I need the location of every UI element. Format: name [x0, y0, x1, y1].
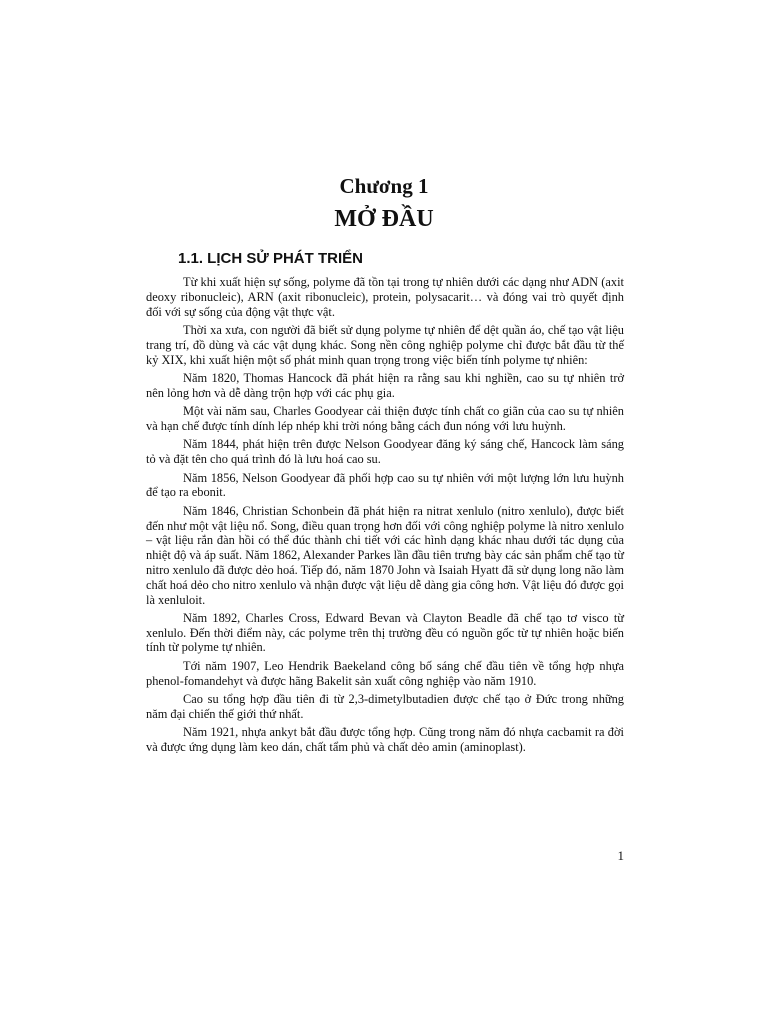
paragraph: Năm 1921, nhựa ankyt bắt đầu được tổng hợp. Cũng trong năm đó nhựa cacbamit ra đời và được ứng dụng làm keo dán, chất tẩm phủ và chất dẻo amin (aminoplast).	[146, 725, 624, 755]
paragraph: Năm 1846, Christian Schonbein đã phát hiện ra nitrat xenlulo (nitro xenlulo), được biết đến như một vật liệu nổ. Song, điều quan trọng hơn đối với công nghiệp polyme là nitro xenlulo – vật liệu rắn đàn hồi có thể đúc thành chi tiết với các hình dạng khác nhau dưới tác dụng của nhiệt độ và áp suất. Năm 1862, Alexander Parkes lần đầu tiên trưng bày các sản phẩm chế tạo từ nitro xenlulo đã được dẻo hoá. Tiếp đó, năm 1870 John và Isaiah Hyatt đã sử dụng long não làm chất hoá dẻo cho nitro xenlulo và nhận được vật liệu dễ dàng gia công hơn. Vật liệu đó được gọi là xenluloit.	[146, 503, 624, 607]
paragraph: Một vài năm sau, Charles Goodyear cải thiện được tính chất co giãn của cao su tự nhiên và hạn chế được tính dính lép nhép khi trời nóng bằng cách đun nóng với lưu huỳnh.	[146, 404, 624, 433]
paragraph: Năm 1892, Charles Cross, Edward Bevan và Clayton Beadle đã chế tạo tơ visco từ xenlulo. Đến thời điểm này, các polyme trên thị trường đều có nguồn gốc từ tự nhiên hoặc biến tính từ polyme tự nhiên.	[146, 610, 624, 655]
paragraph: Tới năm 1907, Leo Hendrik Baekeland công bố sáng chế đầu tiên về tổng hợp nhựa phenol-fomandehyt và được hãng Bakelit sản xuất công nghiệp vào năm 1910.	[146, 658, 624, 688]
paragraph: Năm 1844, phát hiện trên được Nelson Goodyear đăng ký sáng chế, Hancock làm sáng tỏ và đặt tên cho quá trình đó là lưu hoá cao su.	[146, 437, 624, 467]
paragraph: Cao su tổng hợp đầu tiên đi từ 2,3-dimetylbutadien được chế tạo ở Đức trong những năm đại chiến thế giới thứ nhất.	[146, 692, 624, 721]
body-text	[146, 275, 624, 758]
page-number: 1	[617, 848, 624, 863]
section-heading: 1.1. LỊCH SỬ PHÁT TRIỂN	[178, 250, 363, 267]
paragraph: Thời xa xưa, con người đã biết sử dụng polyme tự nhiên để dệt quần áo, chế tạo vật liệu trang trí, đồ dùng và các vật dụng khác. Song nền công nghiệp polyme chỉ được bắt đầu từ thế kỷ XIX, khi xuất hiện một số phát minh quan trọng trong việc biến tính polyme tự nhiên:	[146, 322, 624, 367]
paragraph: Năm 1856, Nelson Goodyear đã phối hợp cao su tự nhiên với một lượng lớn lưu huỳnh để tạo ra ebonit.	[146, 470, 624, 500]
chapter-title: MỞ ĐẦU	[334, 206, 434, 232]
chapter-label: Chương 1	[339, 174, 429, 198]
paragraph: Năm 1820, Thomas Hancock đã phát hiện ra rằng sau khi nghiền, cao su tự nhiên trở nên lỏng hơn và dễ dàng trộn hợp với các phụ gia.	[146, 370, 624, 400]
paragraph: Từ khi xuất hiện sự sống, polyme đã tồn tại trong tự nhiên dưới các dạng như ADN (axit deoxy ribonucleic), ARN (axit ribonucleic), protein, polysacarit… và đóng vai trò quyết định đối với sự sống của động vật thực vật.	[146, 275, 624, 319]
